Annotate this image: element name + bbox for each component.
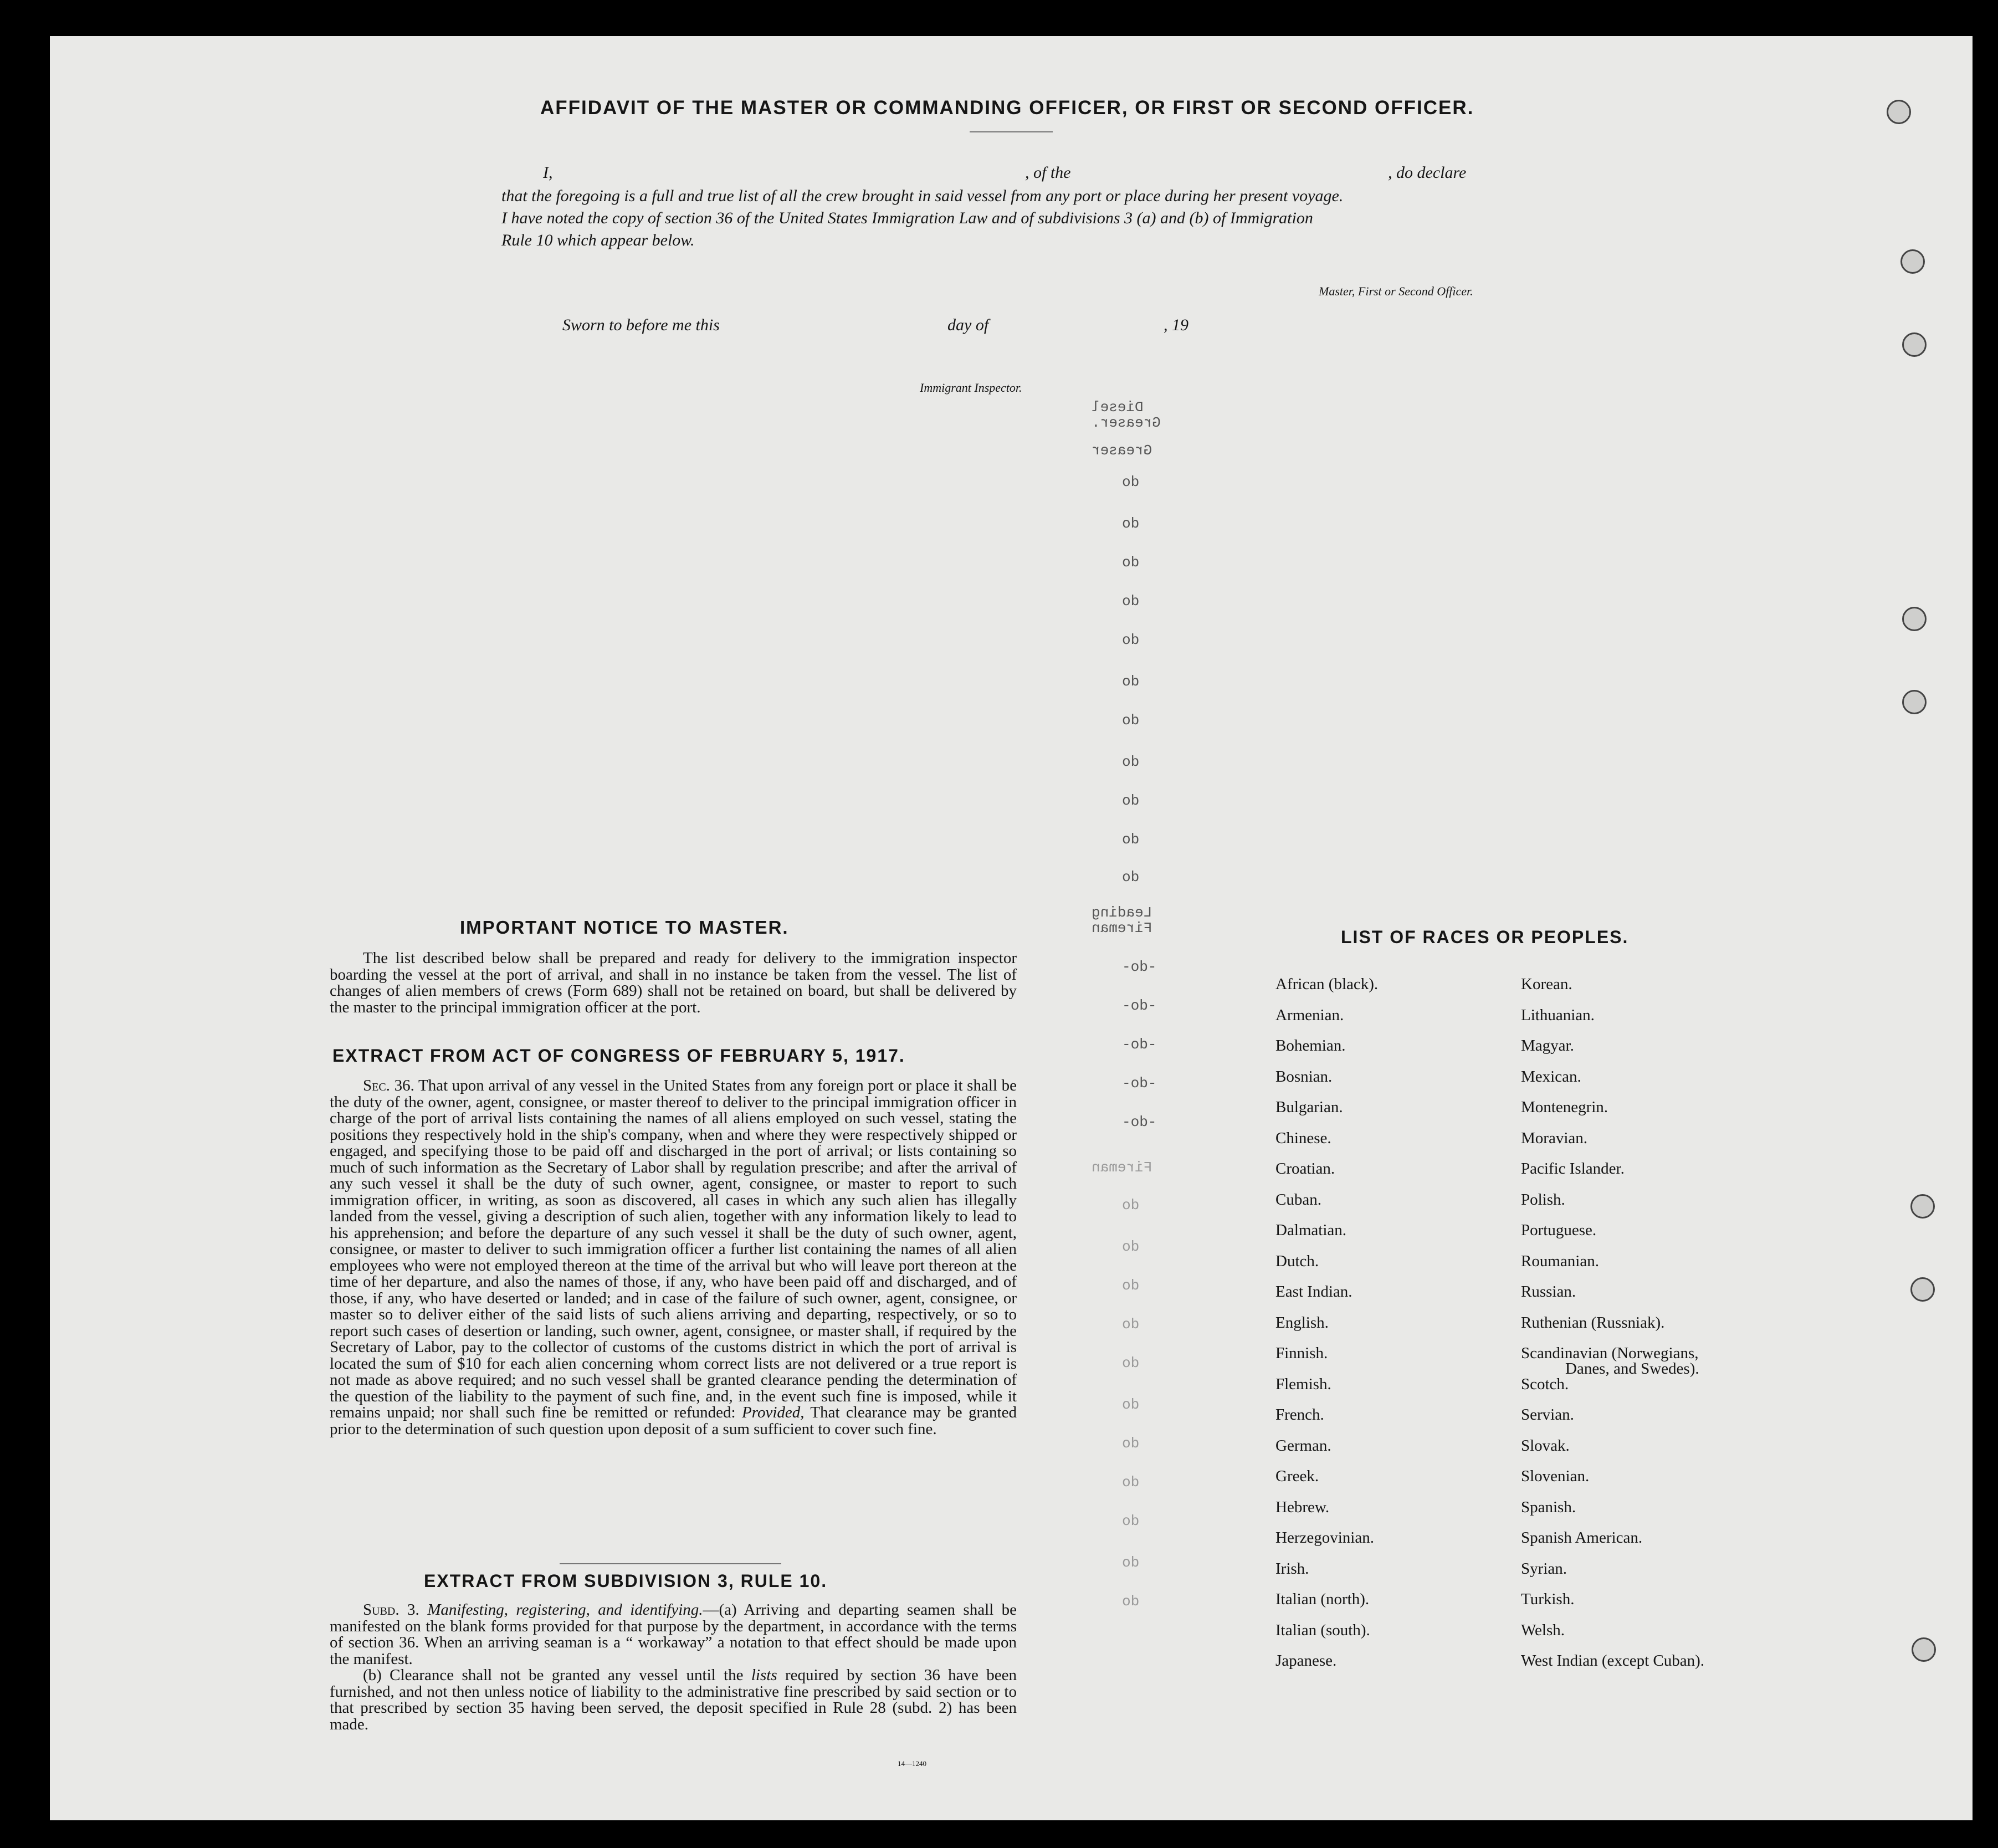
- affidavit-title: AFFIDAVIT OF THE MASTER OR COMMANDING OFFICER, OR FIRST OR SECOND OFFICER.: [540, 97, 1474, 119]
- race-item: East Indian.: [1275, 1283, 1353, 1301]
- race-item: West Indian (except Cuban).: [1521, 1652, 1705, 1670]
- bleed-through-text: do: [1122, 1513, 1140, 1529]
- punch-hole: [1910, 1277, 1935, 1302]
- important-notice-title: IMPORTANT NOTICE TO MASTER.: [460, 917, 789, 938]
- punch-hole: [1902, 690, 1927, 714]
- punch-hole: [1912, 1637, 1936, 1662]
- race-item: Moravian.: [1521, 1129, 1587, 1147]
- bleed-through-text: Leading: [1092, 904, 1152, 921]
- affidavit-line-2: that the foregoing is a full and true list of all the crew brought in said vessel from any port or place during her present voyage.: [501, 187, 1344, 205]
- race-item: Korean.: [1521, 975, 1572, 993]
- master-signature-label: Master, First or Second Officer.: [1319, 284, 1473, 298]
- race-item: Polish.: [1521, 1191, 1565, 1209]
- race-item: Scotch.: [1521, 1375, 1569, 1393]
- bleed-through-text: Diesel: [1092, 399, 1144, 416]
- race-item: Scandinavian (Norwegians,: [1521, 1344, 1699, 1362]
- race-item: Turkish.: [1521, 1590, 1575, 1608]
- race-item: Flemish.: [1275, 1375, 1331, 1393]
- sworn-label: Sworn to before me this: [562, 316, 720, 334]
- bleed-through-text: do: [1122, 1316, 1140, 1333]
- race-item: Slovenian.: [1521, 1467, 1590, 1485]
- inspector-label: Immigrant Inspector.: [920, 381, 1022, 395]
- races-title: LIST OF RACES OR PEOPLES.: [1341, 927, 1629, 947]
- punch-hole: [1902, 332, 1927, 357]
- bleed-through-text: do: [1122, 1197, 1140, 1214]
- bleed-through-text: Fireman: [1092, 1159, 1152, 1176]
- race-item: German.: [1275, 1437, 1331, 1455]
- bleed-through-text: -do-: [1122, 959, 1157, 975]
- sec-36-text-end: That clearance may be granted prior to the determination of such question upon deposit of a sum sufficient to cover such fine.: [330, 1404, 1017, 1438]
- race-item: Roumanian.: [1521, 1252, 1599, 1270]
- race-item: Spanish American.: [1521, 1529, 1643, 1547]
- manifest-back-page: [50, 36, 1973, 1820]
- bleed-through-text: do: [1122, 1238, 1140, 1255]
- important-notice-text: The list described below shall be prepared and ready for delivery to the immigration inspector boarding the vessel at the port of arrival, and shall in no instance be taken from the vessel. The list of changes of alien members of crews (Form 689) shall not be retained on board, but shall be delivered by the master to the principal immigration officer at the port.: [330, 949, 1017, 1016]
- affidavit-i-label: I,: [543, 163, 553, 182]
- race-item: Montenegrin.: [1521, 1098, 1608, 1116]
- race-item: Bosnian.: [1275, 1068, 1333, 1086]
- subd-label: Subd. 3.: [363, 1601, 419, 1619]
- race-item: Welsh.: [1521, 1621, 1565, 1639]
- bleed-through-text: Greaser.: [1092, 414, 1161, 431]
- sec-36-text: That upon arrival of any vessel in the United States from any foreign port or place it shall be the duty of the owner, agent, consignee, or master thereof to deliver to the principal immigration officer in charge of the port of arrival lists containing the names of all aliens employed on such vessel, stating the positions they respectively hold in the ship's company, when and where they were respectively shipped or engaged, and specifying those to be paid off and discharged in the port of arrival; or lists containing so much of such information as the Secretary of Labor shall by regulation prescribe; and after the arrival of any such vessel it shall be the duty of such owner, agent, consignee, or master to report to such immigration officer, in writing, as soon as discovered, all cases in which any such alien has illegally landed from the vessel, giving a description of such alien, together with any information likely to lead to his apprehension; and before the departure of any such vessel it shall be the duty of such owner, agent, consignee, or master to deliver to such immigration officer a further list containing the names of all alien employees who were not employed thereon at the time of the arrival but who will leave port thereon at the time of her departure, and also the names of those, if any, who have been paid off and discharged, and of those, if any, who have deserted or landed; and in case of the failure of such owner, agent, consignee, or master so to deliver either of the said lists of such aliens arriving and departing, respectively, or so to report such cases of desertion or landing, such owner, agent, consignee, or master shall, if required by the Secretary of Labor, pay to the collector of customs of the customs district in which the port of arrival is located the sum of $10 for each alien concerning whom correct lists are not delivered or a true report is not made as above required; and no such vessel shall be granted clearance pending the determination of the question of the liability to the payment of such fine, and, in the event such fine is imposed, while it remains unpaid; nor shall such fine be remitted or refunded:: [330, 1077, 1017, 1421]
- affidavit-of-the: , of the: [1025, 163, 1071, 182]
- bleed-through-text: do: [1122, 869, 1140, 885]
- affidavit-line-4: Rule 10 which appear below.: [501, 231, 695, 249]
- bleed-through-text: do: [1122, 632, 1140, 648]
- bleed-through-text: -do-: [1122, 1036, 1157, 1053]
- bleed-through-column: [1092, 399, 1208, 1668]
- bleed-through-text: do: [1122, 1355, 1140, 1371]
- race-item: Hebrew.: [1275, 1498, 1330, 1516]
- subd-heading: Manifesting, registering, and identifying.: [427, 1601, 703, 1619]
- race-item: Slovak.: [1521, 1437, 1570, 1455]
- race-item: Bulgarian.: [1275, 1098, 1343, 1116]
- race-item: French.: [1275, 1406, 1324, 1424]
- bleed-through-text: do: [1122, 1474, 1140, 1491]
- bleed-through-text: do: [1122, 515, 1140, 532]
- form-number: 14—1240: [898, 1759, 926, 1768]
- title-rule: [970, 131, 1053, 132]
- punch-hole: [1910, 1194, 1935, 1219]
- bleed-through-text: do: [1122, 474, 1140, 490]
- provided-word: Provided,: [742, 1404, 805, 1421]
- bleed-through-text: do: [1122, 1277, 1140, 1294]
- sec-label: Sec. 36.: [363, 1077, 414, 1094]
- affidavit-do-declare: , do declare: [1388, 163, 1467, 182]
- subd-text-b-start: (b) Clearance shall not be granted any vessel until the: [363, 1666, 744, 1684]
- section-rule: [560, 1563, 781, 1564]
- punch-hole: [1900, 249, 1925, 274]
- extract-rule-text: [330, 1602, 1017, 1733]
- bleed-through-text: do: [1122, 673, 1140, 690]
- bleed-through-text: do: [1122, 1435, 1140, 1452]
- bleed-through-text: Greaser: [1092, 442, 1152, 459]
- race-item: African (black).: [1275, 975, 1379, 993]
- bleed-through-text: -do-: [1122, 1114, 1157, 1130]
- race-item: Croatian.: [1275, 1160, 1335, 1178]
- race-item: Cuban.: [1275, 1191, 1321, 1209]
- race-item: Japanese.: [1275, 1652, 1337, 1670]
- lists-word: lists: [751, 1666, 777, 1684]
- race-item: Greek.: [1275, 1467, 1319, 1485]
- affidavit-line-3: I have noted the copy of section 36 of the United States Immigration Law and of subdivisions 3 (a) and (b) of Immigration: [501, 209, 1313, 227]
- bleed-through-text: -do-: [1122, 1075, 1157, 1092]
- race-item: Herzegovinian.: [1275, 1529, 1374, 1547]
- race-item: Italian (north).: [1275, 1590, 1370, 1608]
- race-item: Pacific Islander.: [1521, 1160, 1625, 1178]
- race-item: Italian (south).: [1275, 1621, 1370, 1639]
- race-item: Syrian.: [1521, 1560, 1567, 1578]
- bleed-through-text: do: [1122, 593, 1140, 610]
- bleed-through-text: do: [1122, 831, 1140, 848]
- race-item: Irish.: [1275, 1560, 1309, 1578]
- subd-text-a: —(a) Arriving and departing seamen shall be manifested on the blank forms provided for that purpose by the department, in accordance with the terms of section 36. When an arriving seaman is a “ workaway” a notation to that effect should be made upon the manifest.: [330, 1601, 1017, 1668]
- bleed-through-text: do: [1122, 712, 1140, 729]
- race-item: Magyar.: [1521, 1037, 1574, 1054]
- race-item: Ruthenian (Russniak).: [1521, 1314, 1665, 1332]
- race-item: Spanish.: [1521, 1498, 1576, 1516]
- bleed-through-text: do: [1122, 554, 1140, 571]
- race-item: Dalmatian.: [1275, 1221, 1347, 1239]
- bleed-through-text: do: [1122, 792, 1140, 809]
- race-item: Armenian.: [1275, 1006, 1344, 1024]
- punch-hole: [1902, 607, 1927, 631]
- extract-act-text: [330, 1078, 1017, 1437]
- bleed-through-text: -do-: [1122, 997, 1157, 1014]
- extract-act-title: EXTRACT FROM ACT OF CONGRESS OF FEBRUARY 5, 1917.: [332, 1046, 905, 1066]
- punch-hole: [1887, 100, 1911, 124]
- race-item: Lithuanian.: [1521, 1006, 1595, 1024]
- bleed-through-text: do: [1122, 754, 1140, 770]
- bleed-through-text: do: [1122, 1396, 1140, 1413]
- race-item: English.: [1275, 1314, 1329, 1332]
- race-item: Servian.: [1521, 1406, 1574, 1424]
- race-item: Finnish.: [1275, 1344, 1328, 1362]
- bleed-through-text: do: [1122, 1593, 1140, 1610]
- race-item: Portuguese.: [1521, 1221, 1597, 1239]
- race-item: Bohemian.: [1275, 1037, 1346, 1054]
- race-item: Dutch.: [1275, 1252, 1319, 1270]
- race-item: Mexican.: [1521, 1068, 1581, 1086]
- extract-rule-title: EXTRACT FROM SUBDIVISION 3, RULE 10.: [424, 1571, 828, 1591]
- bleed-through-text: Fireman: [1092, 920, 1152, 936]
- day-of-label: day of: [947, 316, 989, 334]
- subd-text-b-end: required by section 36 have been furnished, and not then unless notice of liability to the administrative fine prescribed by said section or to that prescribed by section 35 having been served, the deposit specified in Rule 28 (subd. 2) has been made.: [330, 1666, 1017, 1733]
- race-item: Russian.: [1521, 1283, 1576, 1301]
- year-label: , 19: [1164, 316, 1188, 334]
- race-item: Danes, and Swedes).: [1565, 1360, 1699, 1378]
- race-item: Chinese.: [1275, 1129, 1331, 1147]
- bleed-through-text: do: [1122, 1554, 1140, 1571]
